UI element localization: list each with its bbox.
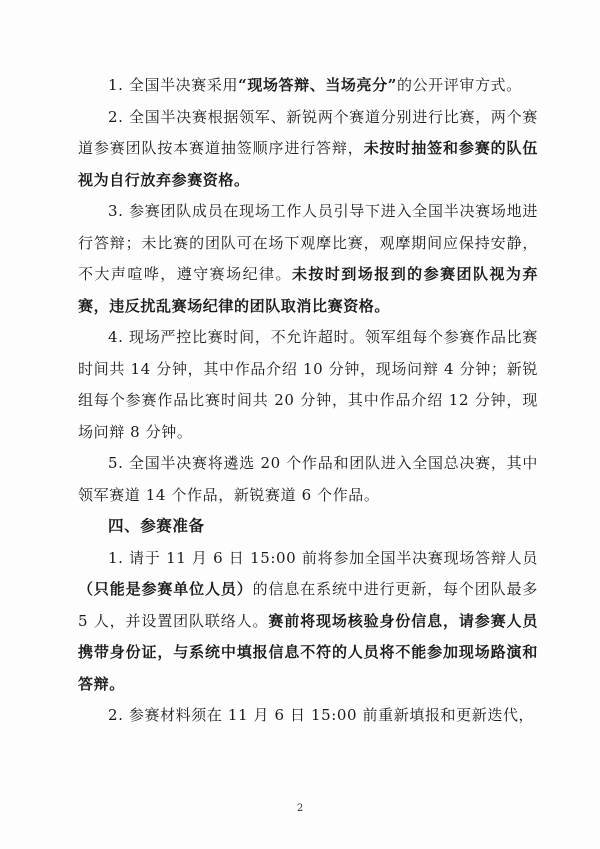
prep-item-1-text-c: 的信息在系统中进行更新，每个团队最多 5 人，并设置团队联络人。 xyxy=(78,580,538,630)
rule-item-1-text-c: 的公开评审方式。 xyxy=(396,76,522,94)
rule-item-1-text-a: 1. 全国半决赛采用 xyxy=(108,76,239,94)
prep-item-2 xyxy=(78,700,538,732)
section-heading: 四、参赛准备 xyxy=(108,517,205,535)
prep-item-1-text-a: 1. 请于 11 月 6 日 15:00 前将参加全国半决赛现场答辩人员 xyxy=(108,548,538,567)
rule-item-1-text-b: “现场答辩、当场亮分” xyxy=(238,76,397,94)
prep-item-1-text-b: （只能是参赛单位人员） xyxy=(78,580,253,598)
prep-item-1 xyxy=(78,543,538,701)
prep-item-2-text-a: 2. 参赛材料须在 11 月 6 日 15:00 前重新填报和更新迭代， xyxy=(108,706,535,724)
rule-item-5-text-a: 5. 全国半决赛将遴选 20 个作品和团队进入全国总决赛，其中领军赛道 14 个作品，新锐赛道 6 个作品。 xyxy=(78,454,538,504)
rule-item-2-text-b: 未按时抽签和参赛的队伍视为自行放弃参赛资格。 xyxy=(78,139,538,189)
rule-item-3 xyxy=(78,196,538,322)
rule-item-1 xyxy=(78,70,538,102)
rule-item-5 xyxy=(78,448,538,511)
rule-item-2-text-a: 2. 全国半决赛根据领军、新锐两个赛道分别进行比赛，两个赛道参赛团队按本赛道抽签顺序进行答辩， xyxy=(78,107,538,157)
rule-item-2 xyxy=(78,102,538,197)
rule-item-3-text-a: 3. 参赛团队成员在现场工作人员引导下进入全国半决赛场地进行答辩；未比赛的团队可在场下观摩比赛，观摩期间应保持安静，不大声喧哗，遵守赛场纪律。 xyxy=(78,202,538,283)
rule-item-4 xyxy=(78,322,538,448)
rule-item-3-text-b: 未按时到场报到的参赛团队视为弃赛，违反扰乱赛场纪律的团队取消比赛资格。 xyxy=(78,265,538,315)
prep-item-1-text-d: 赛前将现场核验身份信息，请参赛人员携带身份证，与系统中填报信息不符的人员将不能参加现场路演和答辩。 xyxy=(78,611,538,693)
document-body xyxy=(78,70,538,732)
page-number: 2 xyxy=(296,803,304,814)
rule-item-4-text-a: 4. 现场严控比赛时间，不允许超时。领军组每个参赛作品比赛时间共 14 分钟，其中作品介绍 10 分钟，现场问辩 4 分钟；新锐组每个参赛作品比赛时间共 20 分钟，其中作品介绍 12 分钟，现场问辩 8 分钟。 xyxy=(78,328,538,441)
